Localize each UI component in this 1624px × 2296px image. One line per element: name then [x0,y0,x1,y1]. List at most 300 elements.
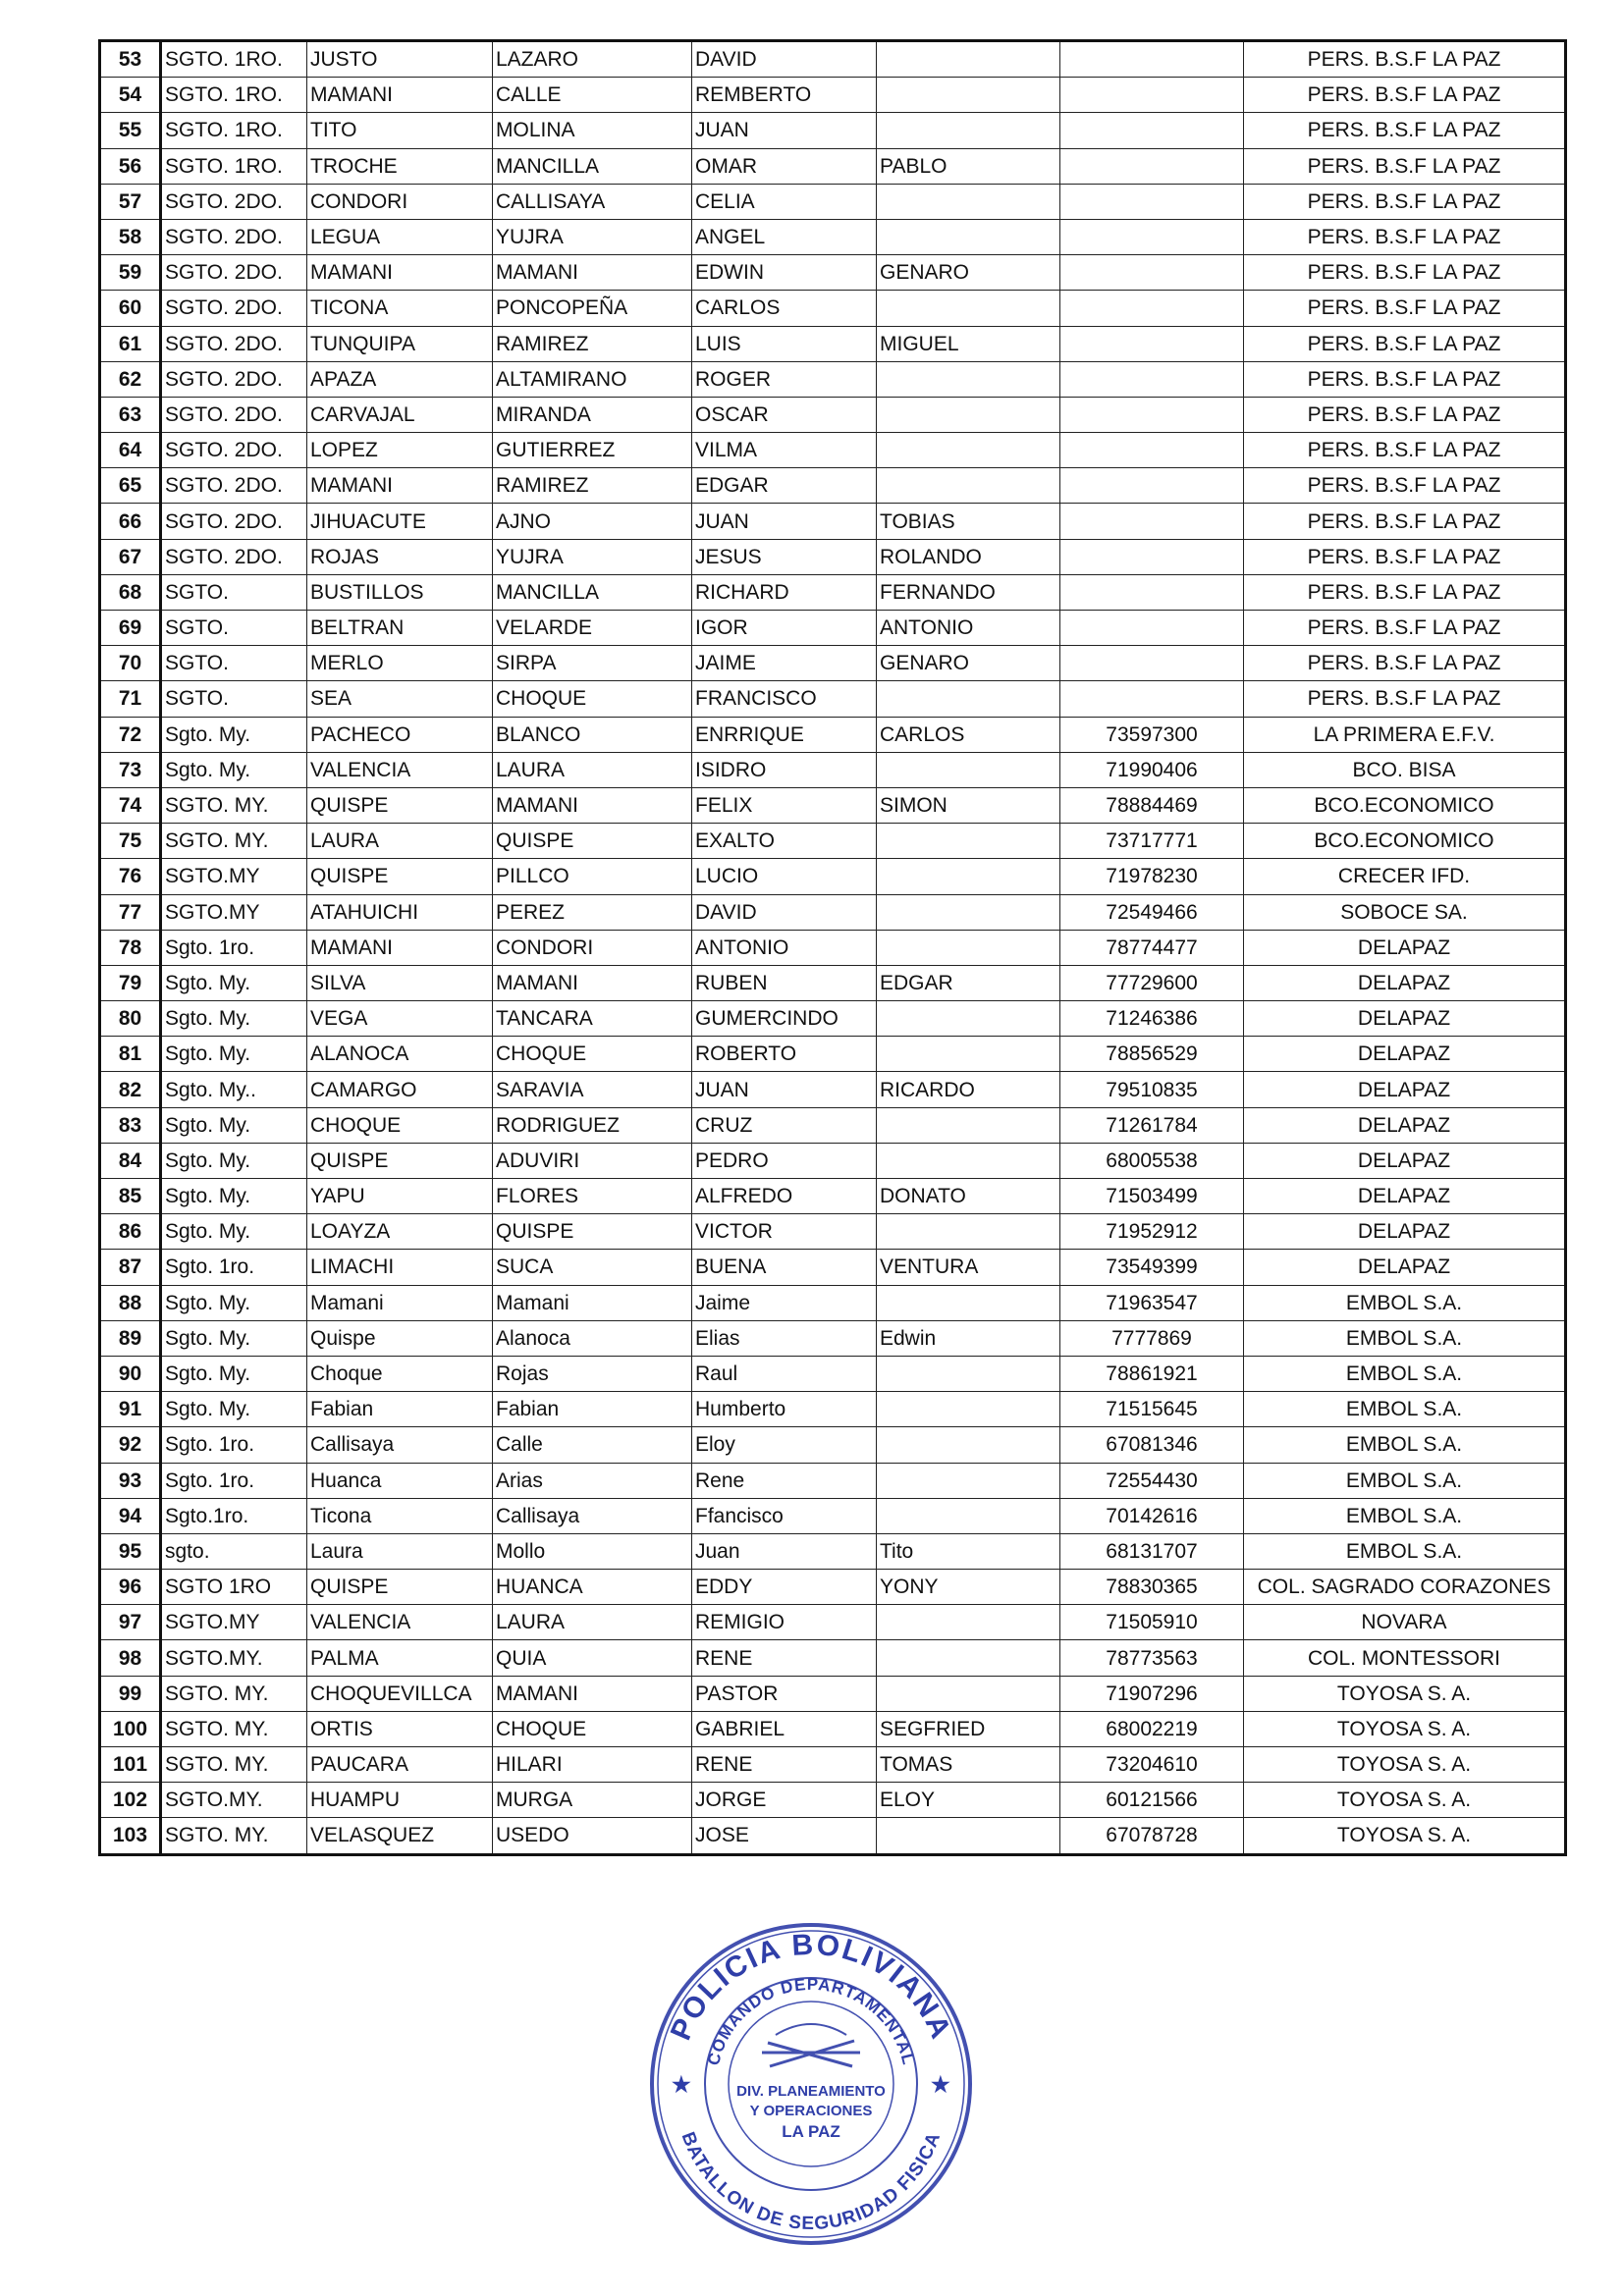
cell-phone: 68005538 [1060,1143,1244,1178]
table-row [100,1072,1566,1107]
cell-first-name: JUAN [692,113,877,148]
cell-first-name: JESUS [692,539,877,574]
cell-second-name: GENARO [877,646,1060,681]
table-row [100,930,1566,965]
cell-assignment: EMBOL S.A. [1244,1533,1566,1569]
cell-first-name: ALFREDO [692,1179,877,1214]
cell-rank: SGTO. 2DO. [161,504,307,539]
cell-first-name: LUIS [692,326,877,361]
cell-assignment: DELAPAZ [1244,1179,1566,1214]
cell-first-name: ANGEL [692,219,877,254]
cell-assignment: PERS. B.S.F LA PAZ [1244,219,1566,254]
table-row [100,1037,1566,1072]
cell-row-number: 78 [100,930,161,965]
cell-rank: SGTO. MY. [161,1711,307,1746]
cell-assignment: EMBOL S.A. [1244,1356,1566,1391]
cell-phone [1060,41,1244,78]
cell-rank: Sgto. 1ro. [161,1463,307,1498]
cell-maternal-surname: MAMANI [493,1676,692,1711]
cell-assignment: PERS. B.S.F LA PAZ [1244,255,1566,291]
table-row [100,574,1566,610]
table-row [100,255,1566,291]
cell-maternal-surname: HILARI [493,1747,692,1783]
cell-second-name: FERNANDO [877,574,1060,610]
cell-maternal-surname: GUTIERREZ [493,433,692,468]
cell-second-name [877,113,1060,148]
cell-phone [1060,468,1244,504]
cell-maternal-surname: SUCA [493,1250,692,1285]
cell-phone [1060,574,1244,610]
cell-rank: SGTO. 2DO. [161,184,307,219]
cell-maternal-surname: CHOQUE [493,1037,692,1072]
cell-first-name: RICHARD [692,574,877,610]
cell-maternal-surname: MAMANI [493,255,692,291]
cell-maternal-surname: MOLINA [493,113,692,148]
cell-row-number: 73 [100,752,161,787]
cell-rank: SGTO. 1RO. [161,78,307,113]
table-row [100,1001,1566,1037]
cell-row-number: 74 [100,787,161,823]
cell-maternal-surname: CHOQUE [493,1711,692,1746]
stamp-bottom-text: BATALLON DE SEGURIDAD FISICA [677,2129,946,2235]
cell-rank: SGTO. 1RO. [161,148,307,184]
table-row [100,504,1566,539]
cell-row-number: 99 [100,1676,161,1711]
cell-rank: Sgto.1ro. [161,1498,307,1533]
cell-first-name: Ffancisco [692,1498,877,1533]
cell-paternal-surname: SILVA [307,965,493,1000]
table-row [100,1463,1566,1498]
cell-second-name [877,41,1060,78]
cell-assignment: PERS. B.S.F LA PAZ [1244,539,1566,574]
cell-paternal-surname: LAURA [307,824,493,859]
cell-row-number: 62 [100,361,161,397]
cell-assignment: PERS. B.S.F LA PAZ [1244,361,1566,397]
cell-phone: 71990406 [1060,752,1244,787]
cell-phone [1060,113,1244,148]
cell-row-number: 70 [100,646,161,681]
cell-rank: Sgto. My. [161,1179,307,1214]
cell-row-number: 93 [100,1463,161,1498]
cell-paternal-surname: YAPU [307,1179,493,1214]
cell-phone: 72554430 [1060,1463,1244,1498]
cell-first-name: RENE [692,1747,877,1783]
cell-row-number: 102 [100,1783,161,1818]
cell-second-name [877,1107,1060,1143]
cell-first-name: Elias [692,1320,877,1356]
cell-phone: 68002219 [1060,1711,1244,1746]
cell-paternal-surname: LEGUA [307,219,493,254]
cell-maternal-surname: SARAVIA [493,1072,692,1107]
svg-text:BATALLON DE SEGURIDAD FISICA [677,2129,946,2234]
cell-rank: SGTO. 2DO. [161,255,307,291]
table-row [100,433,1566,468]
cell-first-name: EDWIN [692,255,877,291]
cell-paternal-surname: APAZA [307,361,493,397]
cell-assignment: EMBOL S.A. [1244,1320,1566,1356]
cell-first-name: RENE [692,1640,877,1676]
cell-paternal-surname: PAUCARA [307,1747,493,1783]
cell-maternal-surname: Alanoca [493,1320,692,1356]
cell-assignment: BCO.ECONOMICO [1244,824,1566,859]
cell-row-number: 75 [100,824,161,859]
cell-phone: 78774477 [1060,930,1244,965]
cell-paternal-surname: TROCHE [307,148,493,184]
cell-assignment: PERS. B.S.F LA PAZ [1244,148,1566,184]
cell-second-name [877,1356,1060,1391]
cell-maternal-surname: QUISPE [493,1214,692,1250]
table-row [100,291,1566,326]
cell-paternal-surname: CARVAJAL [307,397,493,432]
cell-row-number: 101 [100,1747,161,1783]
cell-paternal-surname: BELTRAN [307,611,493,646]
cell-row-number: 83 [100,1107,161,1143]
table-row [100,1250,1566,1285]
cell-row-number: 58 [100,219,161,254]
cell-rank: SGTO. [161,611,307,646]
cell-phone [1060,148,1244,184]
cell-first-name: Jaime [692,1285,877,1320]
cell-paternal-surname: Quispe [307,1320,493,1356]
cell-phone: 78830365 [1060,1570,1244,1605]
cell-phone: 71515645 [1060,1392,1244,1427]
cell-second-name [877,1214,1060,1250]
table-row [100,1143,1566,1178]
cell-rank: Sgto. 1ro. [161,1427,307,1463]
cell-maternal-surname: SIRPA [493,646,692,681]
cell-phone [1060,326,1244,361]
cell-maternal-surname: HUANCA [493,1570,692,1605]
cell-phone: 67078728 [1060,1818,1244,1854]
cell-assignment: DELAPAZ [1244,930,1566,965]
table-row [100,611,1566,646]
cell-maternal-surname: AJNO [493,504,692,539]
cell-phone: 73717771 [1060,824,1244,859]
cell-row-number: 61 [100,326,161,361]
table-row [100,1427,1566,1463]
cell-row-number: 96 [100,1570,161,1605]
cell-rank: SGTO. 2DO. [161,361,307,397]
cell-maternal-surname: Fabian [493,1392,692,1427]
cell-second-name [877,1392,1060,1427]
table-row [100,1392,1566,1427]
cell-paternal-surname: QUISPE [307,1570,493,1605]
cell-rank: SGTO. 2DO. [161,291,307,326]
cell-rank: SGTO.MY [161,1605,307,1640]
cell-first-name: REMBERTO [692,78,877,113]
cell-paternal-surname: CONDORI [307,184,493,219]
cell-rank: SGTO. MY. [161,1747,307,1783]
cell-assignment: PERS. B.S.F LA PAZ [1244,504,1566,539]
cell-second-name [877,361,1060,397]
cell-row-number: 95 [100,1533,161,1569]
cell-second-name [877,78,1060,113]
cell-rank: SGTO. MY. [161,1676,307,1711]
cell-rank: SGTO. MY. [161,1818,307,1854]
cell-second-name: VENTURA [877,1250,1060,1285]
cell-paternal-surname: JUSTO [307,41,493,78]
table-row [100,539,1566,574]
table-row [100,1640,1566,1676]
cell-paternal-surname: PACHECO [307,717,493,752]
cell-first-name: Juan [692,1533,877,1569]
cell-second-name [877,1463,1060,1498]
cell-maternal-surname: LAURA [493,752,692,787]
cell-maternal-surname: PILLCO [493,859,692,894]
cell-row-number: 76 [100,859,161,894]
cell-first-name: ENRRIQUE [692,717,877,752]
cell-phone [1060,397,1244,432]
table-row [100,397,1566,432]
cell-second-name [877,1427,1060,1463]
stamp-center-line-3: LA PAZ [782,2122,840,2141]
cell-first-name: EDGAR [692,468,877,504]
cell-phone [1060,361,1244,397]
cell-paternal-surname: QUISPE [307,787,493,823]
cell-rank: SGTO. [161,681,307,717]
cell-rank: Sgto. My. [161,1392,307,1427]
cell-phone: 67081346 [1060,1427,1244,1463]
cell-paternal-surname: LOPEZ [307,433,493,468]
table-row [100,787,1566,823]
cell-assignment: TOYOSA S. A. [1244,1676,1566,1711]
cell-rank: Sgto. My. [161,752,307,787]
cell-row-number: 97 [100,1605,161,1640]
cell-first-name: EDDY [692,1570,877,1605]
cell-row-number: 67 [100,539,161,574]
table-row [100,1214,1566,1250]
table-row [100,113,1566,148]
cell-row-number: 79 [100,965,161,1000]
cell-assignment: TOYOSA S. A. [1244,1747,1566,1783]
cell-rank: SGTO 1RO [161,1570,307,1605]
cell-paternal-surname: Ticona [307,1498,493,1533]
cell-maternal-surname: Mamani [493,1285,692,1320]
cell-assignment: PERS. B.S.F LA PAZ [1244,681,1566,717]
cell-rank: Sgto. My. [161,1107,307,1143]
cell-rank: Sgto. My. [161,1285,307,1320]
cell-first-name: CELIA [692,184,877,219]
cell-phone: 70142616 [1060,1498,1244,1533]
cell-maternal-surname: RAMIREZ [493,326,692,361]
cell-second-name: EDGAR [877,965,1060,1000]
cell-assignment: LA PRIMERA E.F.V. [1244,717,1566,752]
cell-assignment: NOVARA [1244,1605,1566,1640]
cell-row-number: 82 [100,1072,161,1107]
cell-first-name: EXALTO [692,824,877,859]
cell-assignment: PERS. B.S.F LA PAZ [1244,41,1566,78]
personnel-table [98,39,1567,1856]
cell-paternal-surname: BUSTILLOS [307,574,493,610]
cell-phone [1060,504,1244,539]
stamp-inner-text: COMANDO DEPARTAMENTAL [703,1974,919,2067]
cell-row-number: 59 [100,255,161,291]
cell-first-name: ISIDRO [692,752,877,787]
cell-row-number: 90 [100,1356,161,1391]
cell-maternal-surname: CONDORI [493,930,692,965]
cell-first-name: Eloy [692,1427,877,1463]
cell-assignment: BCO.ECONOMICO [1244,787,1566,823]
cell-row-number: 81 [100,1037,161,1072]
cell-maternal-surname: LAZARO [493,41,692,78]
cell-second-name [877,681,1060,717]
cell-row-number: 72 [100,717,161,752]
cell-assignment: SOBOCE SA. [1244,894,1566,930]
cell-paternal-surname: ALANOCA [307,1037,493,1072]
cell-paternal-surname: CHOQUE [307,1107,493,1143]
cell-phone: 71907296 [1060,1676,1244,1711]
cell-paternal-surname: ATAHUICHI [307,894,493,930]
cell-maternal-surname: QUIA [493,1640,692,1676]
table-row [100,1605,1566,1640]
cell-first-name: ROGER [692,361,877,397]
cell-paternal-surname: MAMANI [307,78,493,113]
cell-rank: SGTO. MY. [161,824,307,859]
cell-paternal-surname: Huanca [307,1463,493,1498]
table-body [100,41,1566,1855]
cell-maternal-surname: MANCILLA [493,574,692,610]
cell-phone: 78861921 [1060,1356,1244,1391]
cell-phone: 78773563 [1060,1640,1244,1676]
table-row [100,78,1566,113]
cell-maternal-surname: CALLE [493,78,692,113]
cell-assignment: EMBOL S.A. [1244,1463,1566,1498]
cell-paternal-surname: TICONA [307,291,493,326]
cell-maternal-surname: MURGA [493,1783,692,1818]
roster-sheet [98,39,1564,1856]
cell-paternal-surname: ROJAS [307,539,493,574]
cell-rank: Sgto. My. [161,1320,307,1356]
cell-assignment: DELAPAZ [1244,1250,1566,1285]
cell-phone [1060,255,1244,291]
table-row [100,894,1566,930]
cell-phone: 71503499 [1060,1179,1244,1214]
cell-assignment: PERS. B.S.F LA PAZ [1244,611,1566,646]
table-row [100,361,1566,397]
cell-second-name [877,219,1060,254]
cell-second-name [877,1037,1060,1072]
cell-paternal-surname: JIHUACUTE [307,504,493,539]
cell-second-name: SIMON [877,787,1060,823]
cell-assignment: PERS. B.S.F LA PAZ [1244,326,1566,361]
cell-second-name [877,1605,1060,1640]
cell-second-name [877,468,1060,504]
cell-rank: SGTO. 2DO. [161,433,307,468]
cell-paternal-surname: MAMANI [307,930,493,965]
cell-phone [1060,78,1244,113]
cell-assignment: PERS. B.S.F LA PAZ [1244,468,1566,504]
cell-row-number: 86 [100,1214,161,1250]
table-row [100,1711,1566,1746]
cell-maternal-surname: RAMIREZ [493,468,692,504]
cell-rank: sgto. [161,1533,307,1569]
cell-row-number: 71 [100,681,161,717]
cell-maternal-surname: YUJRA [493,539,692,574]
cell-maternal-surname: MAMANI [493,787,692,823]
cell-second-name [877,824,1060,859]
cell-assignment: DELAPAZ [1244,1107,1566,1143]
cell-maternal-surname: Rojas [493,1356,692,1391]
cell-assignment: PERS. B.S.F LA PAZ [1244,78,1566,113]
cell-rank: Sgto. 1ro. [161,930,307,965]
cell-assignment: DELAPAZ [1244,1072,1566,1107]
cell-phone [1060,291,1244,326]
cell-rank: Sgto. My. [161,717,307,752]
cell-paternal-surname: Callisaya [307,1427,493,1463]
cell-phone: 73549399 [1060,1250,1244,1285]
cell-first-name: JOSE [692,1818,877,1854]
cell-paternal-surname: CHOQUEVILLCA [307,1676,493,1711]
cell-phone: 71978230 [1060,859,1244,894]
cell-maternal-surname: BLANCO [493,717,692,752]
cell-phone: 72549466 [1060,894,1244,930]
cell-second-name: GENARO [877,255,1060,291]
cell-assignment: EMBOL S.A. [1244,1285,1566,1320]
cell-assignment: CRECER IFD. [1244,859,1566,894]
cell-first-name: FELIX [692,787,877,823]
cell-paternal-surname: Laura [307,1533,493,1569]
cell-paternal-surname: CAMARGO [307,1072,493,1107]
table-row [100,646,1566,681]
cell-row-number: 87 [100,1250,161,1285]
table-row [100,1570,1566,1605]
table-row [100,1498,1566,1533]
cell-second-name [877,184,1060,219]
table-row [100,468,1566,504]
cell-phone: 73204610 [1060,1747,1244,1783]
cell-row-number: 53 [100,41,161,78]
cell-paternal-surname: VALENCIA [307,1605,493,1640]
table-row [100,1320,1566,1356]
cell-first-name: VILMA [692,433,877,468]
cell-phone: 78884469 [1060,787,1244,823]
cell-assignment: EMBOL S.A. [1244,1427,1566,1463]
cell-first-name: OSCAR [692,397,877,432]
cell-second-name: MIGUEL [877,326,1060,361]
cell-second-name [877,894,1060,930]
table-row [100,1179,1566,1214]
cell-rank: Sgto. My.. [161,1072,307,1107]
cell-row-number: 55 [100,113,161,148]
cell-first-name: PEDRO [692,1143,877,1178]
cell-paternal-surname: MERLO [307,646,493,681]
cell-rank: SGTO. 1RO. [161,41,307,78]
cell-second-name: ANTONIO [877,611,1060,646]
cell-row-number: 91 [100,1392,161,1427]
cell-second-name [877,930,1060,965]
cell-phone: 71261784 [1060,1107,1244,1143]
cell-row-number: 103 [100,1818,161,1854]
cell-phone [1060,646,1244,681]
cell-maternal-surname: QUISPE [493,824,692,859]
cell-phone: 77729600 [1060,965,1244,1000]
cell-paternal-surname: LIMACHI [307,1250,493,1285]
table-row [100,1783,1566,1818]
cell-row-number: 85 [100,1179,161,1214]
cell-second-name: ELOY [877,1783,1060,1818]
cell-assignment: DELAPAZ [1244,1143,1566,1178]
cell-maternal-surname: Callisaya [493,1498,692,1533]
cell-maternal-surname: RODRIGUEZ [493,1107,692,1143]
cell-second-name: ROLANDO [877,539,1060,574]
cell-row-number: 57 [100,184,161,219]
cell-assignment: PERS. B.S.F LA PAZ [1244,397,1566,432]
cell-first-name: GABRIEL [692,1711,877,1746]
cell-first-name: VICTOR [692,1214,877,1250]
cell-paternal-surname: Choque [307,1356,493,1391]
cell-second-name [877,1676,1060,1711]
cell-assignment: PERS. B.S.F LA PAZ [1244,113,1566,148]
